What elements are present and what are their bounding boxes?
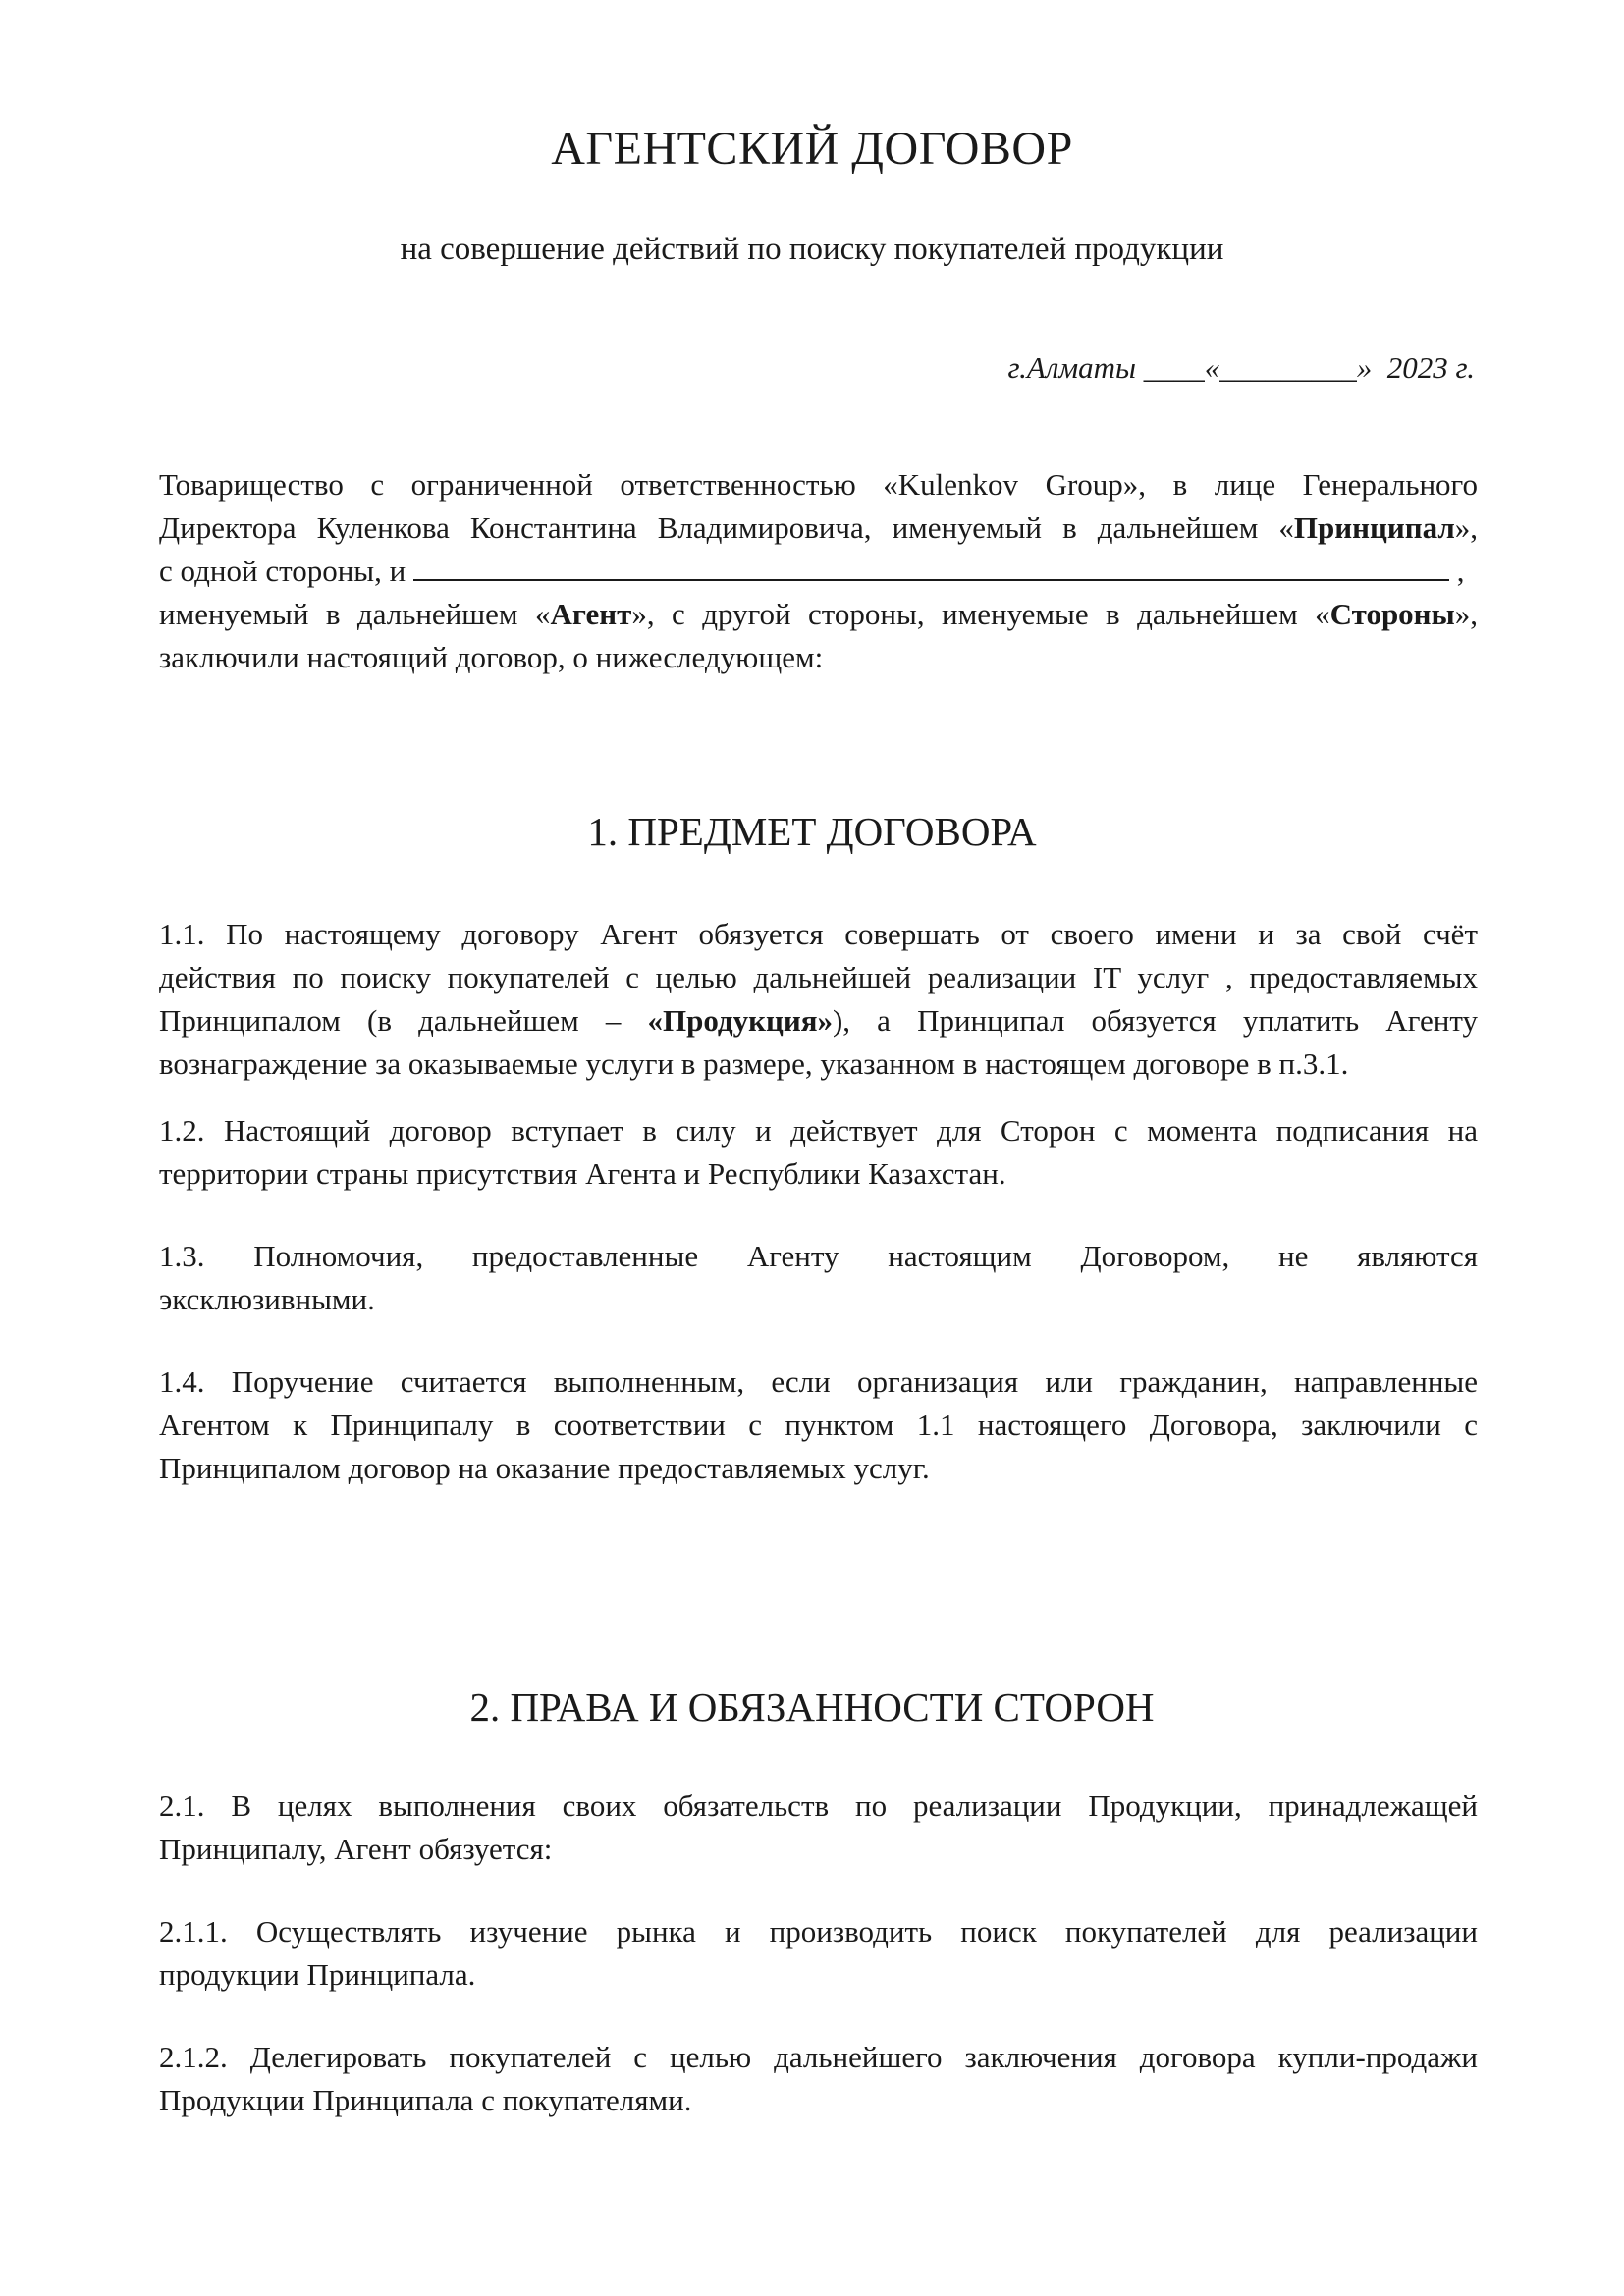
clause-line: 2.1. В целях выполнения своих обязательств по реализации Продукции, принадлежащей <box>159 1789 1478 1823</box>
clause-line: 1.1. По настоящему договору Агент обязуется совершать от своего имени и за свой счёт <box>159 917 1478 951</box>
preamble-text: », с другой стороны, именуемые в дальнейшем « <box>631 597 1330 631</box>
preamble-text: , <box>1456 554 1465 588</box>
product-term: «Продукция» <box>647 1003 833 1038</box>
clause-1-1 <box>159 913 1478 1086</box>
principal-term: Принципал <box>1293 510 1455 545</box>
place-and-date: г.Алматы ____«_________» 2023 г. <box>1007 350 1475 385</box>
preamble-text: Директора Куленкова Константина Владимировича, именуемый в дальнейшем « <box>159 510 1294 545</box>
preamble-line <box>159 507 1478 550</box>
clause-line: Принципалом договор на оказание предоставляемых услуг. <box>159 1451 930 1485</box>
clause-line: Принципалу, Агент обязуется: <box>159 1832 553 1866</box>
clause-line <box>159 999 1478 1042</box>
clause-line: 2.1.1. Осуществлять изучение рынка и производить поиск покупателей для реализации <box>159 1914 1478 1949</box>
clause-2-1-2 <box>159 2036 1478 2122</box>
agent-name-blank[interactable] <box>413 554 1449 581</box>
clause-line: 1.3. Полномочия, предоставленные Агенту настоящим Договором, не являются <box>159 1239 1478 1273</box>
clause-text: ), а Принципал обязуется уплатить Агенту <box>832 1003 1478 1038</box>
preamble-line: Товарищество с ограниченной ответственностью «Kulenkov Group», в лице Генерального <box>159 467 1478 502</box>
clause-line: вознаграждение за оказываемые услуги в размере, указанном в настоящем договоре в п.3.1. <box>159 1046 1349 1081</box>
clause-2-1 <box>159 1785 1478 1871</box>
preamble-text: именуемый в дальнейшем « <box>159 597 551 631</box>
clause-line: 2.1.2. Делегировать покупателей с целью дальнейшего заключения договора купли-продажи <box>159 2040 1478 2074</box>
parties-term: Стороны <box>1329 597 1455 631</box>
clause-line: 1.4. Поручение считается выполненным, если организация или гражданин, направленные <box>159 1364 1478 1399</box>
clause-1-2 <box>159 1109 1478 1196</box>
preamble-line <box>159 593 1478 636</box>
clause-2-1-1 <box>159 1910 1478 1997</box>
section-1-heading: 1. ПРЕДМЕТ ДОГОВОРА <box>587 809 1037 854</box>
preamble-text: », <box>1454 597 1478 631</box>
preamble-text: с одной стороны, и <box>159 554 406 588</box>
clause-1-4 <box>159 1361 1478 1490</box>
section-2-heading: 2. ПРАВА И ОБЯЗАННОСТИ СТОРОН <box>469 1684 1155 1730</box>
agent-term: Агент <box>550 597 632 631</box>
clause-line: действия по поиску покупателей с целью дальнейшей реализации IT услуг , предоставляемых <box>159 960 1478 994</box>
clause-line: продукции Принципала. <box>159 1957 476 1992</box>
clause-1-3 <box>159 1235 1478 1321</box>
clause-line: 1.2. Настоящий договор вступает в силу и действует для Сторон с момента подписания на <box>159 1113 1478 1148</box>
preamble-line: заключили настоящий договор, о нижеследующем: <box>159 640 824 674</box>
clause-line: Продукции Принципала с покупателями. <box>159 2083 692 2117</box>
preamble-line <box>159 550 1478 593</box>
clause-line: территории страны присутствия Агента и Республики Казахстан. <box>159 1156 1006 1191</box>
clause-line: Агентом к Принципалу в соответствии с пунктом 1.1 настоящего Договора, заключили с <box>159 1408 1478 1442</box>
preamble-text: », <box>1454 510 1478 545</box>
clause-text: Принципалом (в дальнейшем – <box>159 1003 648 1038</box>
preamble <box>159 463 1478 679</box>
document-title: АГЕНТСКИЙ ДОГОВОР <box>551 123 1073 175</box>
document-subtitle: на совершение действий по поиску покупателей продукции <box>400 232 1224 267</box>
clause-line: эксклюзивными. <box>159 1282 375 1316</box>
